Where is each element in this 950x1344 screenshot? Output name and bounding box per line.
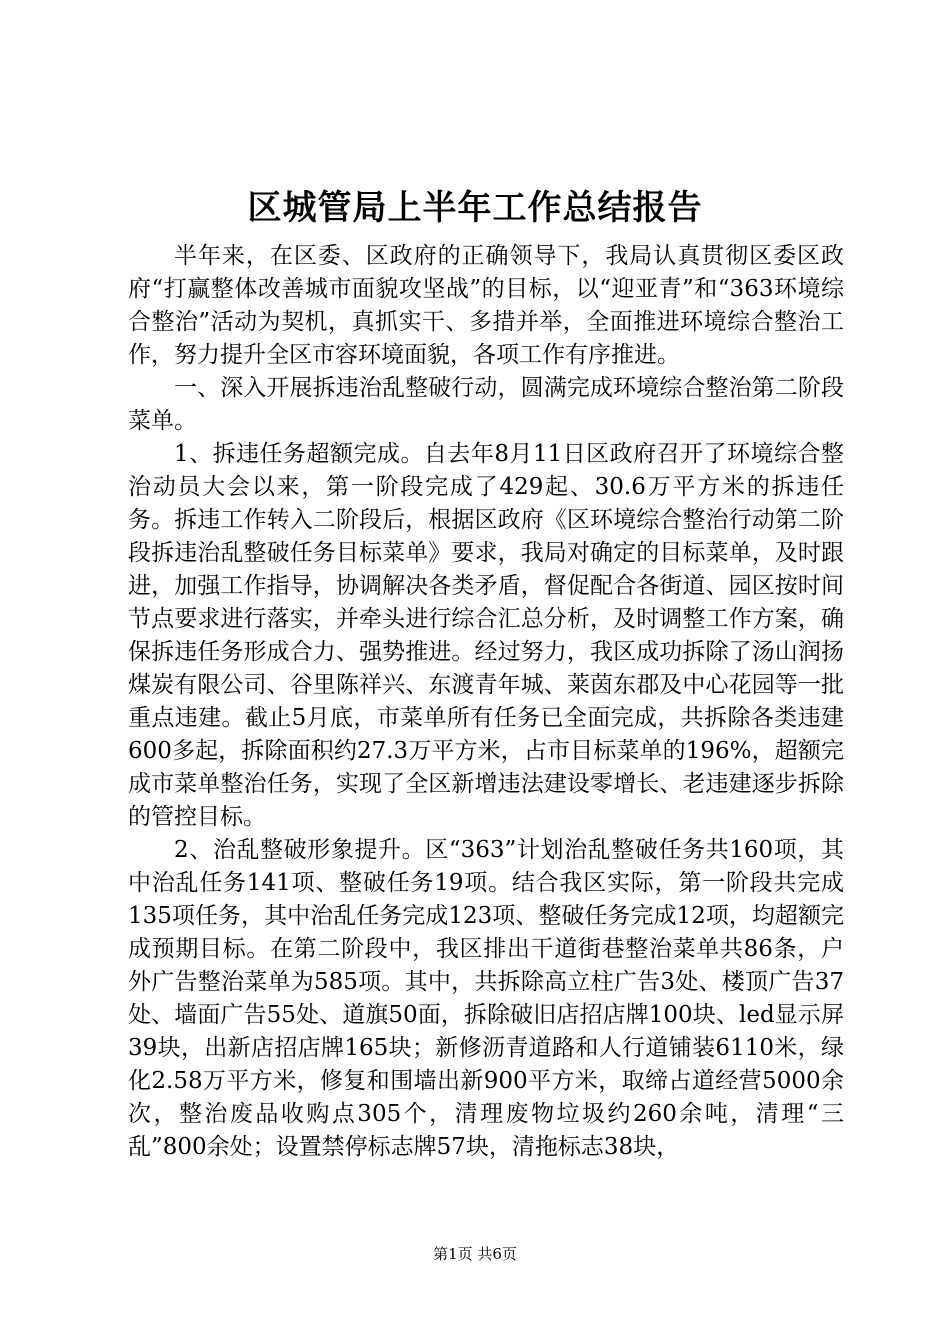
paragraph-intro: 半年来，在区委、区政府的正确领导下，我局认真贯彻区委区政府“打赢整体改善城市面貌攻坚战”的目标，以“迎亚青”和“363环境综合整治”活动为契机，真抓实干、多措并举，全面推进环境综合整治工作，努力提升全区市容环境面貌，各项工作有序推进。 (128, 243, 844, 368)
paragraph-section-heading: 一、深入开展拆违治乱整破行动，圆满完成环境综合整治第二阶段菜单。 (128, 375, 844, 434)
paragraph-demolition: 1、拆违任务超额完成。自去年8月11日区政府召开了环境综合整治动员大会以来，第一阶段完成了429起、30.6万平方米的拆违任务。拆违工作转入二阶段后，根据区政府《区环境综合整治行动第二阶段拆违治乱整破任务目标菜单》要求，我局对确定的目标菜单，及时跟进，加强工作指导，协调解决各类矛盾，督促配合各街道、园区按时间节点要求进行落实，并牵头进行综合汇总分析，及时调整工作方案，确保拆违任务形成合力、强势推进。经过努力，我区成功拆除了汤山润扬煤炭有限公司、谷里陈祥兴、东渡青年城、莱茵东郡及中心花园等一批重点违建。截止5月底，市菜单所有任务已全面完成，共拆除各类违建600多起，拆除面积约27.3万平方米，占市目标菜单的196%，超额完成市菜单整治任务，实现了全区新增违法建设零增长、老违建逐步拆除的管控目标。 (128, 441, 844, 830)
paragraph-rectification: 2、治乱整破形象提升。区“363”计划治乱整破任务共160项，其中治乱任务141项、整破任务19项。结合我区实际，第一阶段共完成135项任务，其中治乱任务完成123项、整破任务完成12项，均超额完成预期目标。在第二阶段中，我区排出干道街巷整治菜单共86条，户外广告整治菜单为585项。其中，共拆除高立柱广告3处、楼顶广告37处、墙面广告55处、道旗50面，拆除破旧店招店牌100块、led显示屏39块，出新店招店牌165块；新修沥青道路和人行道铺装6110米，绿化2.58万平方米，修复和围墙出新900平方米，取缔占道经营5000余次，整治废品收购点305个，清理废物垃圾约260余吨，清理“三乱”800余处；设置禁停标志牌57块，清拖标志38块， (128, 837, 844, 1160)
page-number-footer: 第1页 共6页 (433, 1245, 517, 1263)
document-title: 区城管局上半年工作总结报告 (247, 188, 703, 228)
document-body (128, 240, 844, 1164)
